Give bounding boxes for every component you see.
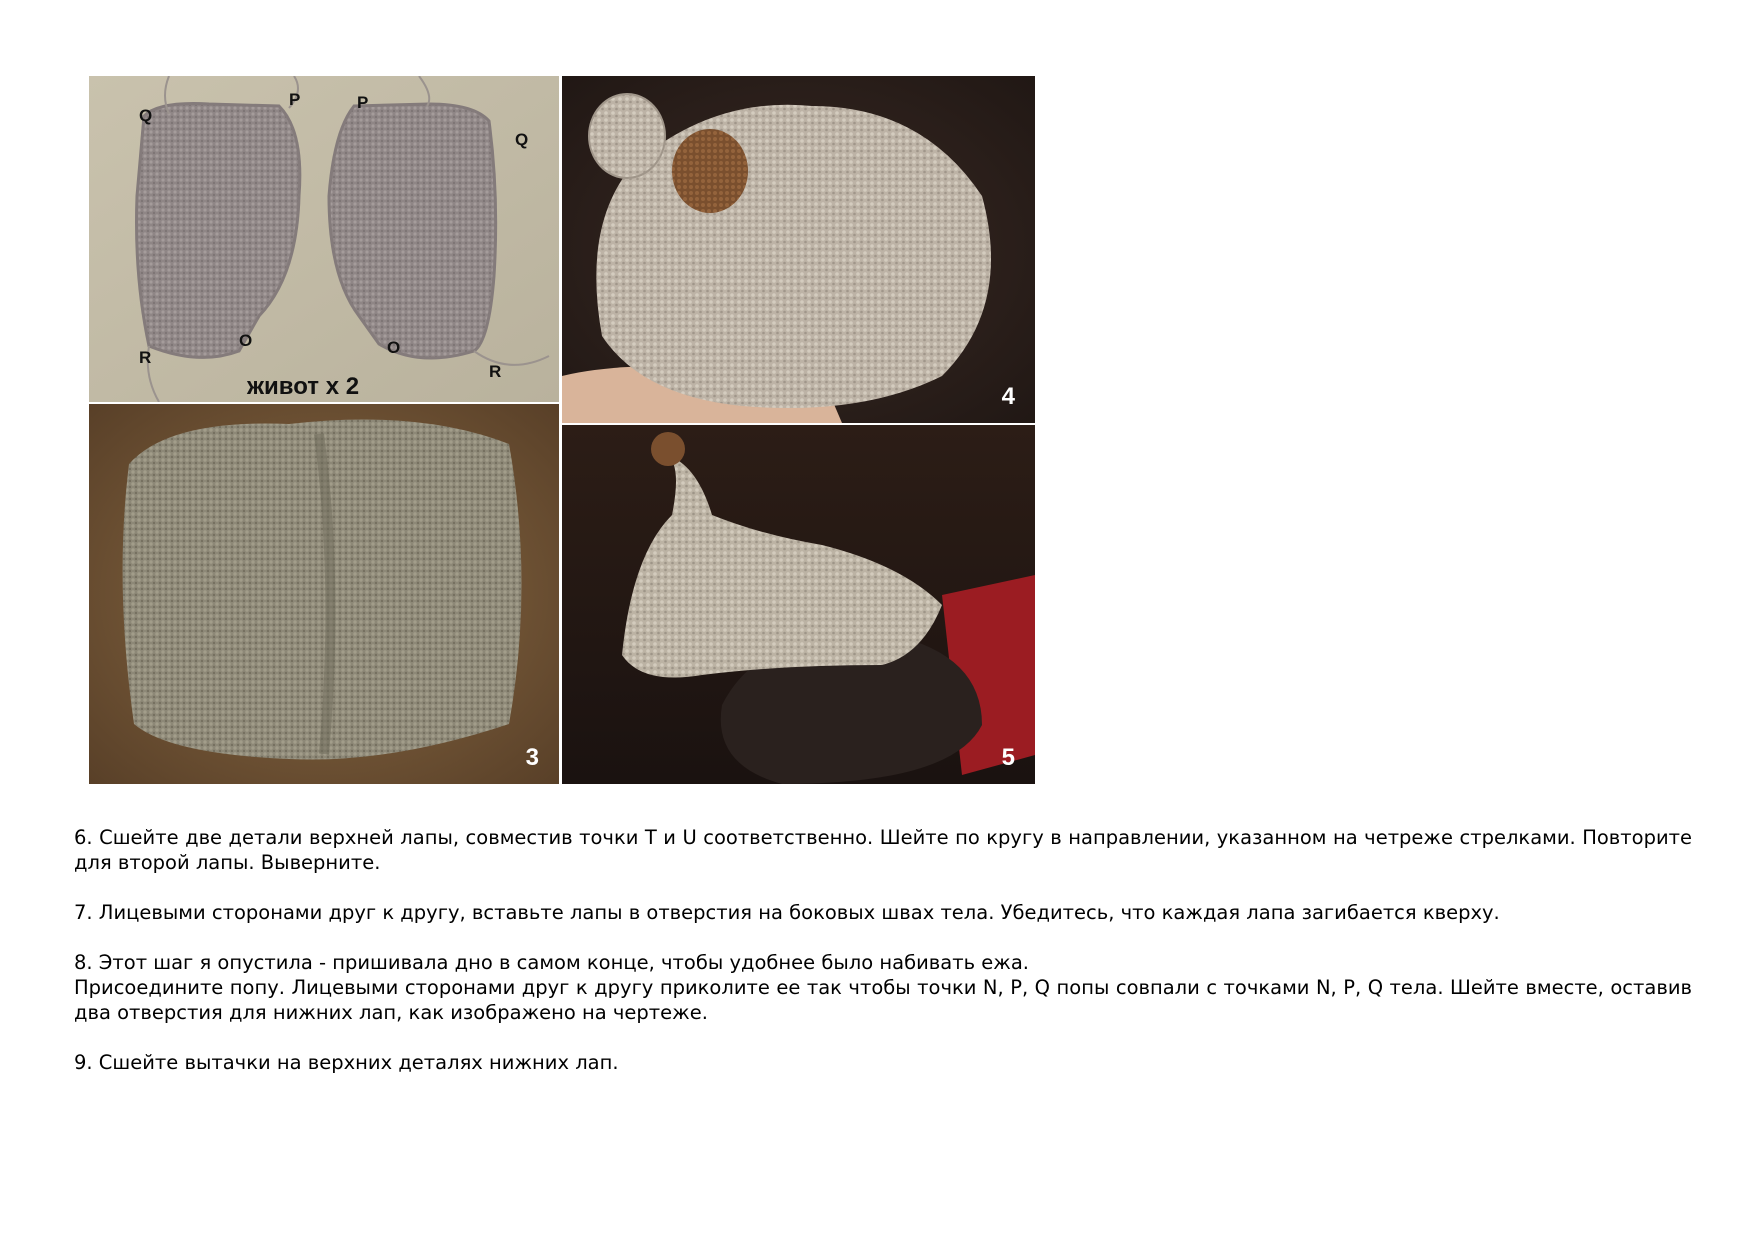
point-label-p-left: P bbox=[289, 90, 301, 109]
photo-grid bbox=[89, 76, 1035, 784]
instructions bbox=[74, 825, 1692, 1100]
point-label-p-right: P bbox=[357, 93, 369, 112]
step-8-line-2: Присоедините попу. Лицевыми сторонами друг к другу приколите ее так чтобы точки N, P, Q попы совпали с точками N, P, Q тела. Шейте вместе, оставив два отверстия для нижних лап, как изображено на чертеже. bbox=[74, 976, 1692, 1024]
step-8-text bbox=[74, 950, 1692, 1025]
point-label-q-right: Q bbox=[515, 130, 529, 149]
point-label-r-left: R bbox=[139, 348, 152, 367]
photo-4-image bbox=[562, 76, 1035, 423]
photo-4 bbox=[562, 76, 1035, 423]
photo-5-number: 5 bbox=[1001, 744, 1015, 771]
photo-5 bbox=[562, 425, 1035, 784]
photo-3-image bbox=[89, 404, 559, 784]
photo-3 bbox=[89, 404, 559, 784]
step-6-text: 6. Сшейте две детали верхней лапы, совместив точки T и U соответственно. Шейте по кругу в направлении, указанном на четреже стрелками. Повторите для второй лапы. Выверните. bbox=[74, 826, 1692, 874]
belly-pieces-photo bbox=[89, 76, 559, 402]
point-label-o-left: O bbox=[239, 331, 253, 350]
step-8-line-1: 8. Этот шаг я опустила - пришивала дно в самом конце, чтобы удобнее было набивать ежа. bbox=[74, 951, 1029, 974]
step-7-text: 7. Лицевыми сторонами друг к другу, вставьте лапы в отверстия на боковых швах тела. Убедитесь, что каждая лапа загибается кверху. bbox=[74, 901, 1500, 924]
point-label-o-right: O bbox=[387, 338, 401, 357]
photo-5-image bbox=[562, 425, 1035, 784]
point-label-q-left: Q bbox=[139, 106, 153, 125]
step-9-text: 9. Сшейте вытачки на верхних деталях нижних лап. bbox=[74, 1051, 619, 1074]
belly-pieces-image bbox=[89, 76, 559, 402]
point-label-r-right: R bbox=[489, 362, 502, 381]
photo-4-number: 4 bbox=[1001, 383, 1015, 410]
belly-caption: живот x 2 bbox=[247, 373, 360, 400]
photo-3-number: 3 bbox=[525, 744, 539, 771]
